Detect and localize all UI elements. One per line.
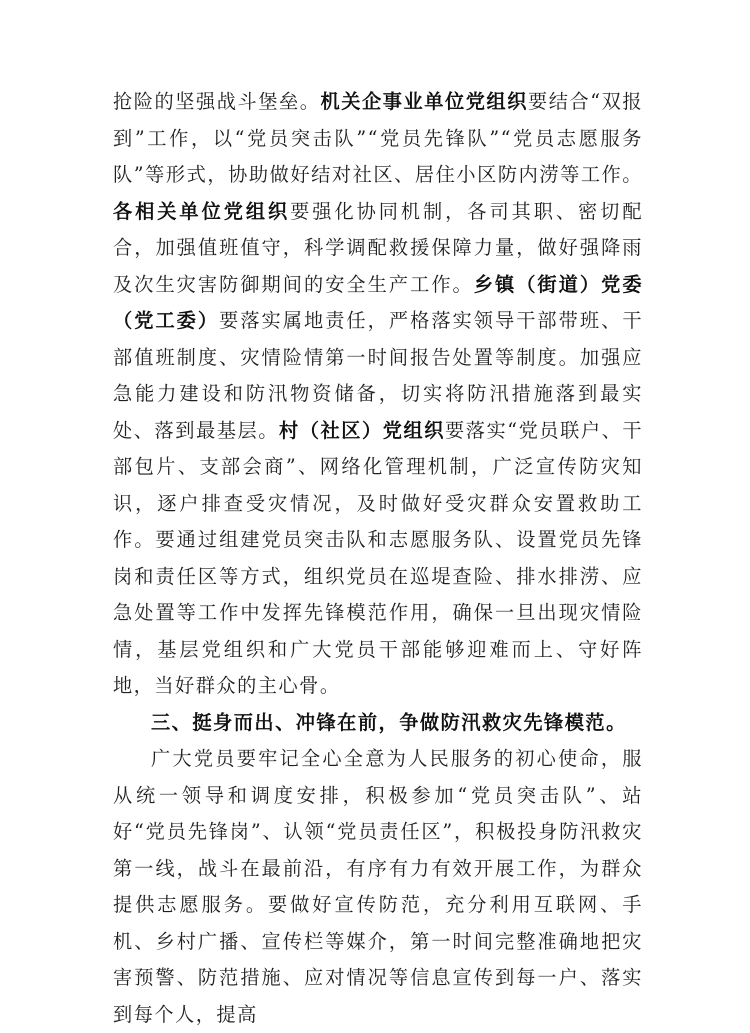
paragraph-text: 要结合“双报到”工作，以“党员突击队”“党员先锋队”“党员志愿服务队”等形式，协助做好结对社区、居住小区防内涝等工作。 <box>113 90 644 186</box>
paragraph-party-members: 广大党员要牢记全心全意为人民服务的初心使命，服从统一领导和调度安排，积极参加“党员突击队”、站好“党员先锋岗”、认领“党员责任区”，积极投身防汛救灾第一线，战斗在最前沿，有序有力有效开展工作，为群众提供志愿服务。要做好宣传防范，充分利用互联网、手机、乡村广播、宣传栏等媒介，第一时间完整准确地把灾害预警、防范措施、应对情况等信息宣传到每一户、落实到每个人，提高 <box>113 747 643 1026</box>
paragraph-text: 要落实“党员联户、干部包片、支部会商”、网络化管理机制，广泛宣传防灾知识，逐户排查受灾情况，及时做好受灾群众安置救助工作。要通过组建党员突击队和志愿服务队、设置党员先锋岗和责任区等方式，组织党员在巡堤查险、排水排涝、应急处置等工作中发挥先锋模范作用，确保一旦出现灾情险情，基层党组织和广大党员干部能够迎难而上、守好阵地，当好群众的主心骨。 <box>113 418 644 697</box>
paragraph-text: 要强化协同机制，各司其职、密切配合，加强值班值守，科学调配救援保障力量，做好强降雨及次生灾害防御期间的安全生产工作。 <box>113 199 644 296</box>
paragraph-party-organizations <box>113 84 643 705</box>
section-heading-3: 三、挺身而出、冲锋在前，争做防汛救灾先锋模范。 <box>151 710 627 734</box>
bold-term-related-units-party-org: 各相关单位党组织 <box>113 199 291 223</box>
bold-term-township-party-committee: 乡镇（街道）党委（党工委） <box>113 272 644 332</box>
bold-term-agency-party-org: 机关企事业单位党组织 <box>320 90 528 113</box>
paragraph-text: 要落实属地责任，严格落实领导干部带班、干部值班制度、灾情险情第一时间报告处置等制度。加强应急能力建设和防汛物资储备，切实将防汛措施落到最实处、落到最基层。 <box>113 309 644 442</box>
bold-term-village-party-org: 村（社区）党组织 <box>278 418 445 442</box>
paragraph-text: 抢险的坚强战斗堡垒。 <box>113 90 321 113</box>
document-body <box>113 84 643 1033</box>
